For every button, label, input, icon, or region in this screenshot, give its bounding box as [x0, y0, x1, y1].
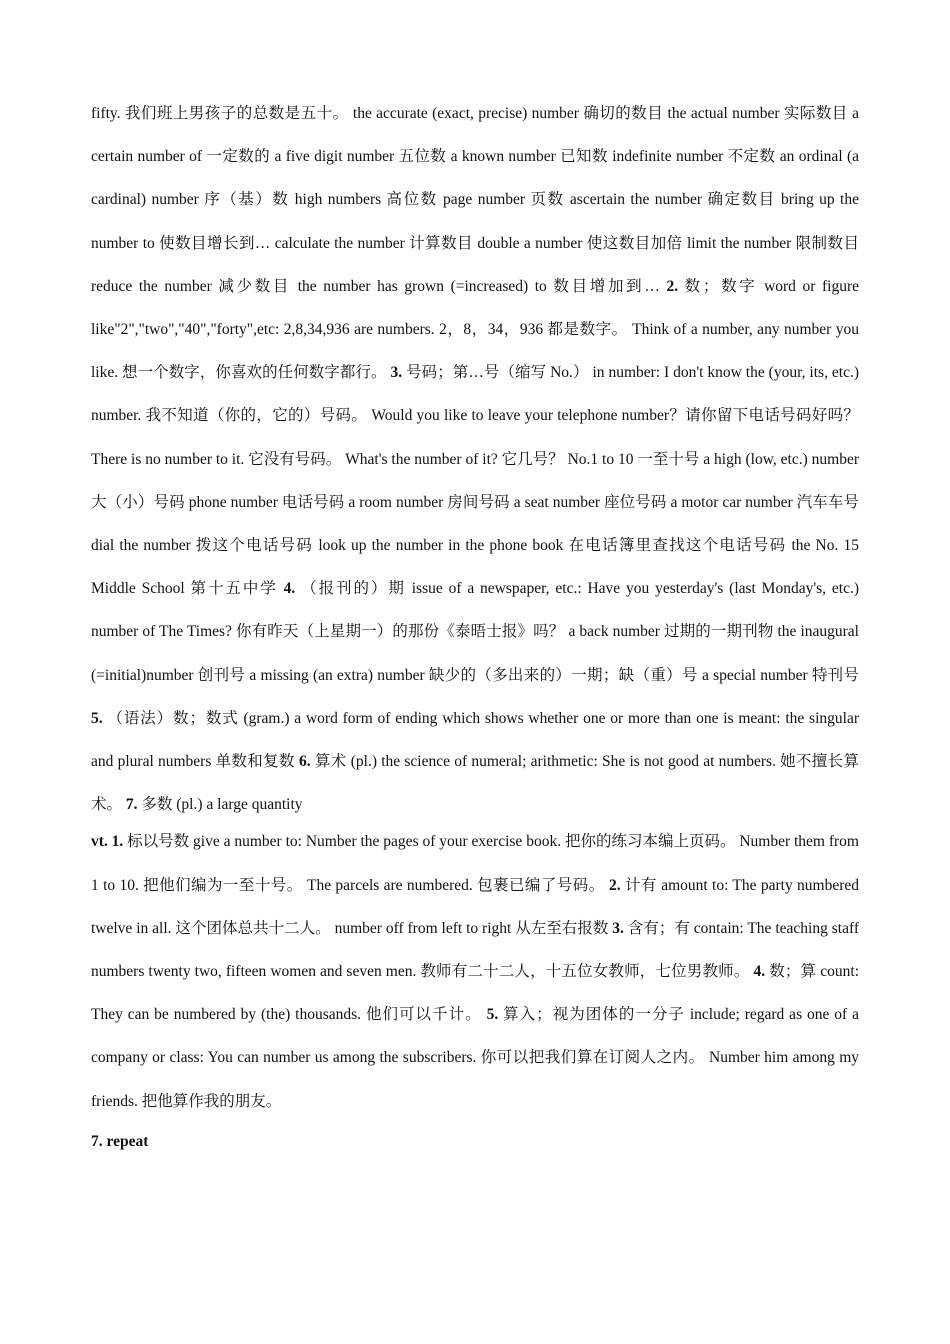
text-segment: 数；数字 word or figure like"2","two","40","forty",etc: 2,8,34,936 are numbers. 2，8，34，936 都是数字。 Think of a number, any number you like. 想一个数字，你喜欢的任何数字都行。	[91, 277, 859, 382]
entry-verb-senses	[91, 820, 859, 1122]
document-page	[91, 92, 859, 1157]
sense-number: 3.	[390, 364, 403, 382]
text-segment: 号码；第…号（缩写 No.） in number: I don't know the (your, its, etc.) number. 我不知道（你的，它的）号码。 Would you like to leave your telephone number？请你留下电话号码好吗？ There is no number to it. 它没有号码。 What's the number of it? 它几号？ No.1 to 10 一至十号 a high (low, etc.) number 大（小）号码 phone number 电话号码 a room number 房间号码 a seat number 座位号码 a motor car number 汽车车号 dial the number 拨这个电话号码 look up the number in the phone book 在电话簿里查找这个电话号码 the No. 15 Middle School 第十五中学	[91, 364, 859, 598]
text-segment: （语法）数；数式 (gram.) a word form of ending which shows whether one or more than one is meant: the singular and plural numbers 单数和复数	[91, 709, 859, 771]
section-heading: 7. repeat	[91, 1132, 149, 1150]
text-segment: （报刊的）期 issue of a newspaper, etc.: Have you yesterday's (last Monday's, etc.) number of The Times? 你有昨天（上星期一）的那份《泰晤士报》吗？ a back number 过期的一期刊物 the inaugural (=initial)number 创刊号 a missing (an extra) number 缺少的（多出来的）一期；缺（重）号 a special number 特刊号	[91, 580, 859, 684]
sense-number: 3.	[612, 919, 624, 937]
text-segment: 多数 (pl.) a large quantity	[137, 796, 303, 814]
text-segment: 算入；视为团体的一分子 include; regard as one of a company or class: You can number us among the subscribers. 你可以把我们算在订阅人之内。 Number him among my friends. 把他算作我的朋友。	[91, 1006, 859, 1110]
sense-number: 2.	[666, 277, 679, 295]
sense-number: 2.	[609, 876, 621, 894]
sense-number: 5.	[91, 709, 103, 727]
sense-number: 7.	[125, 796, 138, 814]
entry-noun-senses	[91, 92, 859, 826]
sense-number: 4.	[753, 963, 766, 981]
text-segment: 标以号数 give a number to: Number the pages of your exercise book. 把你的练习本编上页码。 Number them from 1 to 10. 把他们编为一至十号。 The parcels are numbered. 包裹已编了号码。	[91, 833, 859, 894]
sense-number: 4.	[283, 580, 296, 598]
sense-number: 6.	[299, 753, 311, 771]
sense-number: 5.	[486, 1006, 499, 1024]
text-segment: 数；算 count: They can be numbered by (the) thousands. 他们可以千计。	[91, 963, 860, 1024]
text-segment: fifty. 我们班上男孩子的总数是五十。 the accurate (exact, precise) number 确切的数目 the actual number 实际数目 a certain number of 一定数的 a five digit number 五位数 a known number 已知数 indefinite number 不定数 an ordinal (a cardinal) number 序（基）数 high numbers 高位数 page number 页数 ascertain the number 确定数目 bring up the number to 使数目增长到… calculate the number 计算数目 double a number 使这数目加倍 limit the number 限制数目 reduce the number 减少数目 the number has grown (=increased) to 数目增加到…	[91, 105, 859, 295]
text-segment: 计有 amount to: The party numbered twelve in all. 这个团体总共十二人。 number off from left to right 从左至右报数	[91, 876, 859, 937]
sense-number: vt. 1.	[91, 833, 124, 851]
text-segment: 算术 (pl.) the science of numeral; arithmetic: She is not good at numbers. 她不擅长算术。	[91, 753, 859, 814]
text-segment: 含有；有 contain: The teaching staff numbers twenty two, fifteen women and seven men. 教师有二十二人，十五位女教师，七位男教师。	[91, 919, 859, 981]
